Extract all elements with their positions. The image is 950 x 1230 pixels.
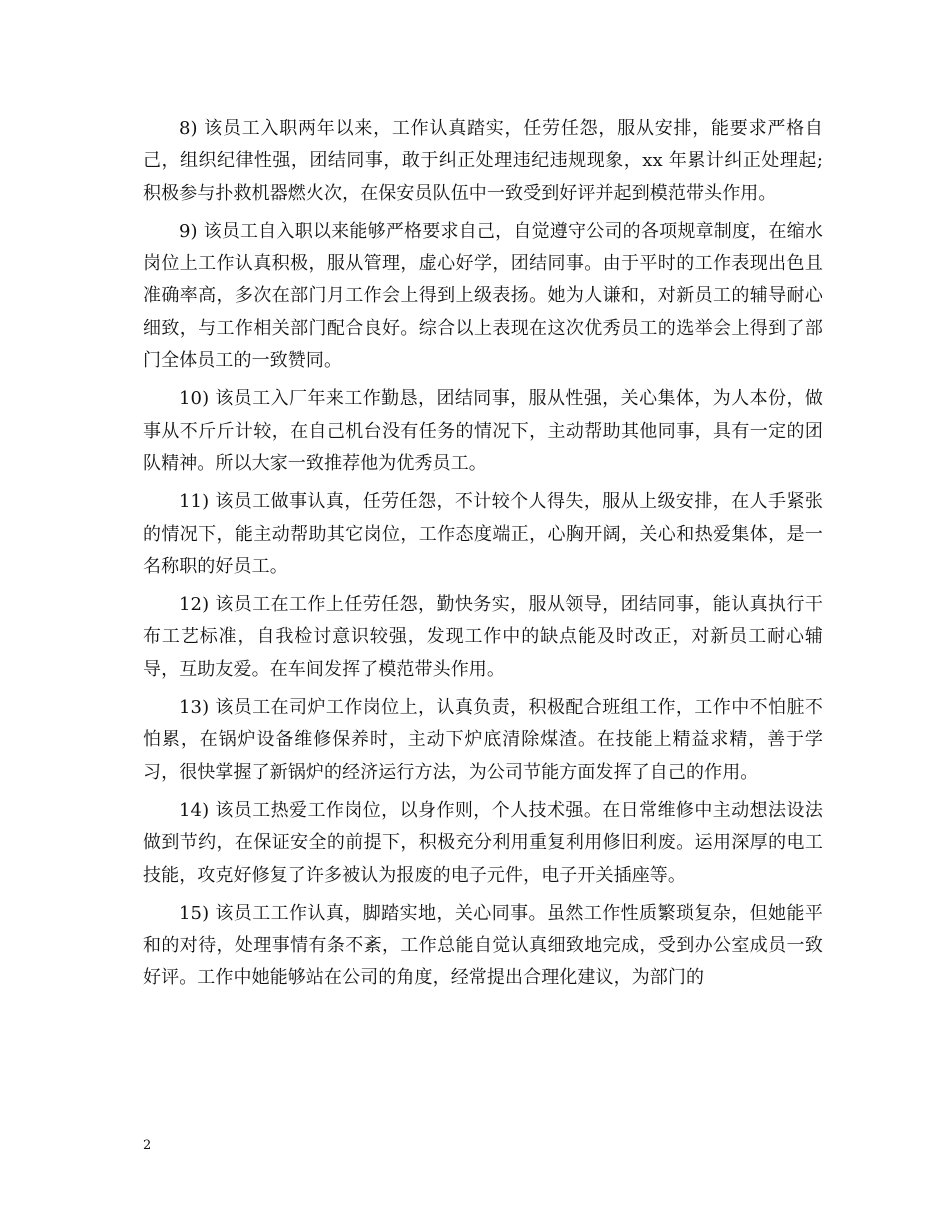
paragraph-11: 11) 该员工做事认真，任劳任怨，不计较个人得失，服从上级安排，在人手紧张的情况下，能主动帮助其它岗位，工作态度端正，心胸开阔，关心和热爱集体，是一名称职的好员工。: [143, 491, 823, 577]
document-body: [143, 113, 823, 1001]
paragraph-12: 12) 该员工在工作上任劳任怨，勤快务实，服从领导，团结同事，能认真执行干布工艺标准，自我检讨意识较强，发现工作中的缺点能及时改正，对新员工耐心辅导，互助友爱。在车间发挥了模范带头作用。: [143, 594, 823, 680]
paragraph-13: 13) 该员工在司炉工作岗位上，认真负责，积极配合班组工作，工作中不怕脏不怕累，在锅炉设备维修保养时，主动下炉底清除煤渣。在技能上精益求精，善于学习，很快掌握了新锅炉的经济运行方法，为公司节能方面发挥了自己的作用。: [143, 697, 823, 783]
page-number: 2: [143, 1138, 152, 1153]
paragraph-15: 15) 该员工工作认真，脚踏实地，关心同事。虽然工作性质繁琐复杂，但她能平和的对待，处理事情有条不紊，工作总能自觉认真细致地完成，受到办公室成员一致好评。工作中她能够站在公司的角度，经常提出合理化建议，为部门的: [143, 902, 823, 989]
paragraph-10: 10) 该员工入厂年来工作勤恳，团结同事，服从性强，关心集体，为人本份，做事从不斤斤计较，在自己机台没有任务的情况下，主动帮助其他同事，具有一定的团队精神。所以大家一致推荐他为优秀员工。: [143, 388, 823, 474]
paragraph-9: 9) 该员工自入职以来能够严格要求自己，自觉遵守公司的各项规章制度，在缩水岗位上工作认真积极，服从管理，虚心好学，团结同事。由于平时的工作表现出色且准确率高，多次在部门月工作会上得到上级表扬。她为人谦和，对新员工的辅导耐心细致，与工作相关部门配合良好。综合以上表现在这次优秀员工的选举会上得到了部门全体员工的一致赞同。: [143, 220, 823, 372]
paragraph-8: 8) 该员工入职两年以来，工作认真踏实，任劳任怨，服从安排，能要求严格自己，组织纪律性强，团结同事，敢于纠正处理违纪违规现象，xx 年累计纠正处理起;积极参与扑救机器燃火次，在保安员队伍中一致受到好评并起到模范带头作用。: [143, 118, 823, 204]
paragraph-14: 14) 该员工热爱工作岗位，以身作则，个人技术强。在日常维修中主动想法设法做到节约，在保证安全的前提下，积极充分利用重复利用修旧利废。运用深厚的电工技能，攻克好修复了许多被认为报废的电子元件，电子开关插座等。: [143, 799, 823, 886]
